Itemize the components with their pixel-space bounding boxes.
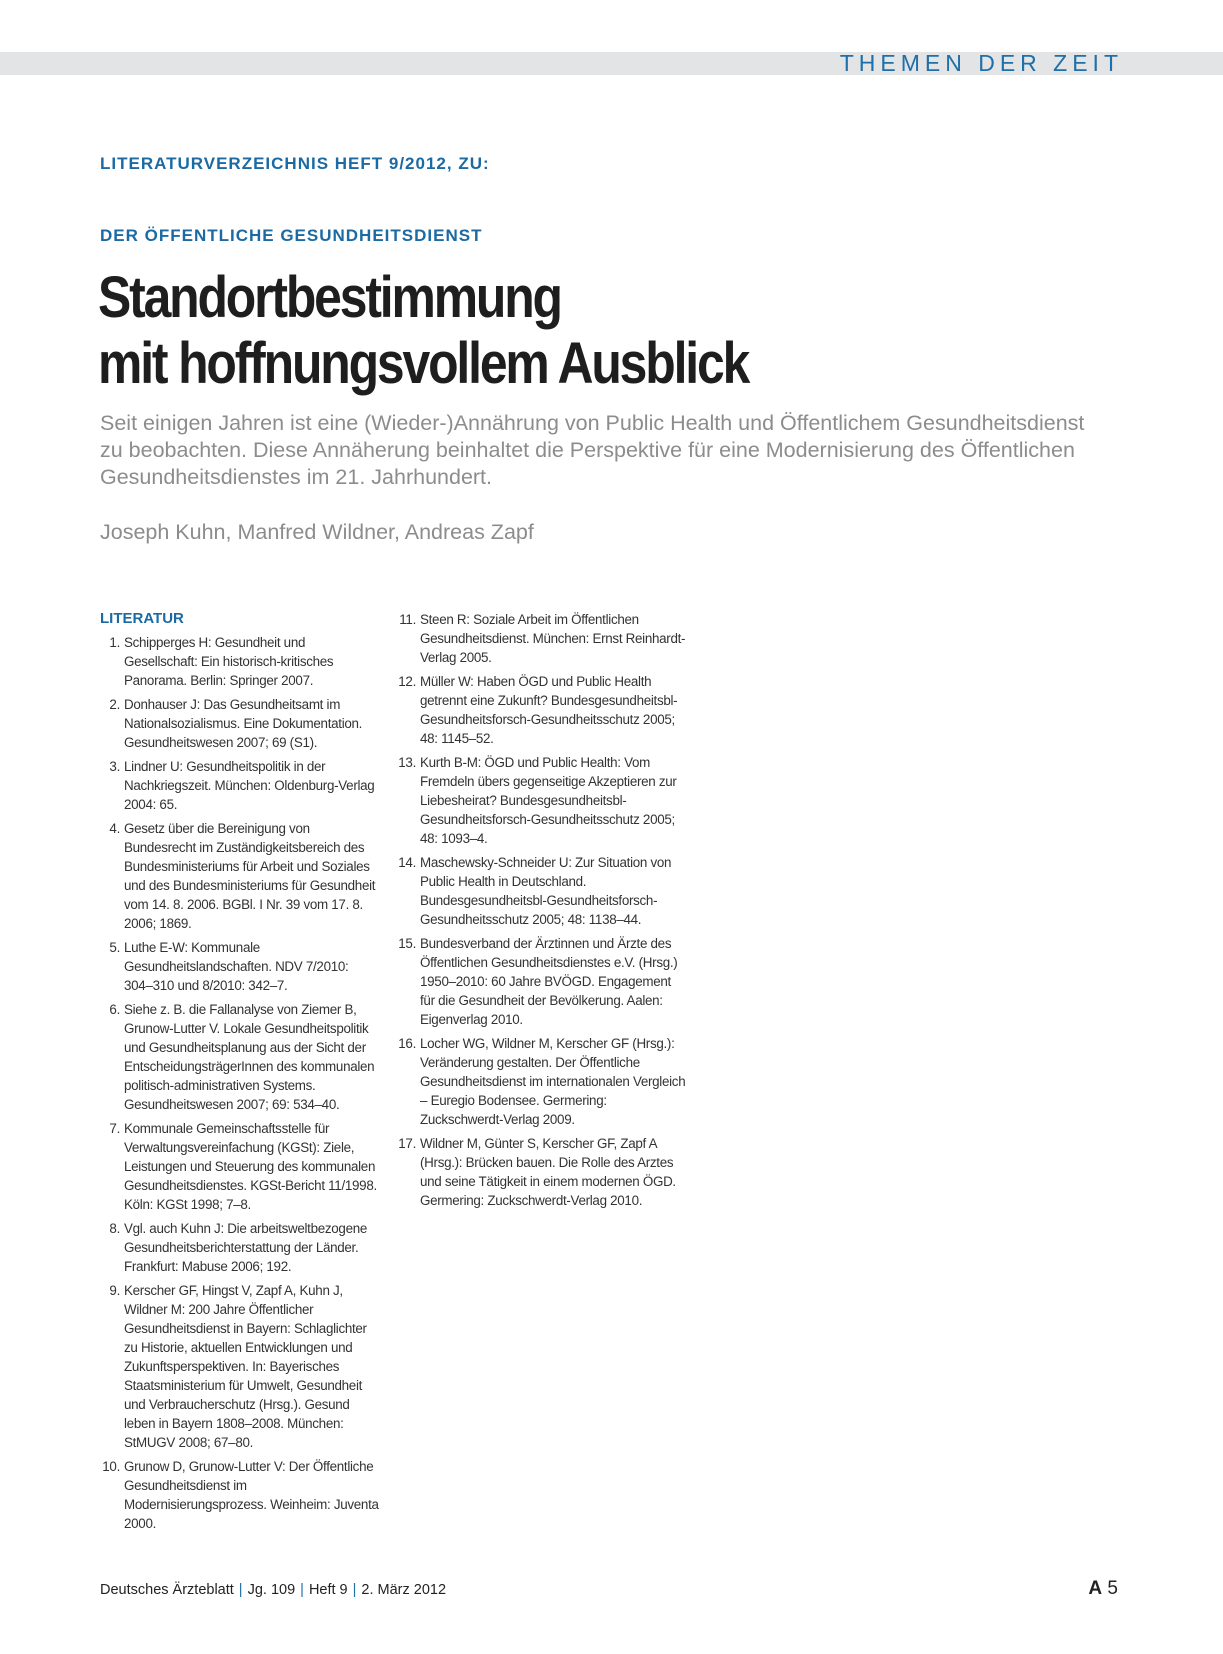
title-line-1: Standortbestimmung (98, 265, 561, 330)
reference-item (100, 938, 380, 995)
reference-item (100, 695, 380, 752)
footer (100, 1582, 446, 1598)
reference-number: 15. (398, 936, 416, 951)
reference-item (396, 934, 686, 1029)
reference-number: 7. (109, 1121, 120, 1136)
reference-number: 3. (109, 759, 120, 774)
reference-number: 11. (399, 612, 416, 627)
reference-text: Grunow D, Grunow-Lutter V: Der Öffentliche Gesundheitsdienst im Modernisierungsprozess. Weinheim: Juventa 2000. (124, 1459, 379, 1531)
reference-item (100, 1219, 380, 1276)
reference-number: 10. (102, 1459, 120, 1474)
reference-number: 4. (109, 821, 120, 836)
reference-text: Kerscher GF, Hingst V, Zapf A, Kuhn J, Wildner M: 200 Jahre Öffentlicher Gesundheitsdienst in Bayern: Schlaglichter zu Historie, aktuellen Entwicklungen und Zukunftsperspektiven. In: Bayerisches Staatsministerium für Umwelt, Gesundheit und Verbraucherschutz (Hrsg.). Gesund leben in Bayern 1808–2008. München: StMUGV 2008; 67–80. (124, 1283, 367, 1450)
references-column-2 (396, 610, 686, 1215)
page-prefix: A (1088, 1578, 1103, 1599)
reference-text: Kurth B-M: ÖGD und Public Health: Vom Fremdeln übers gegenseitige Akzeptieren zur Liebesheirat? Bundesgesundheitsbl-Gesundheitsforsch-Gesundheitsschutz 2005; 48: 1093–4. (420, 755, 677, 846)
reference-text: Donhauser J: Das Gesundheitsamt im Nationalsozialismus. Eine Dokumentation. Gesundheitswesen 2007; 69 (S1). (124, 697, 363, 750)
reference-item (396, 672, 686, 748)
reference-number: 1. (109, 635, 120, 650)
reference-item (100, 1281, 380, 1452)
page-value: 5 (1107, 1578, 1118, 1599)
reference-text: Bundesverband der Ärztinnen und Ärzte des Öffentlichen Gesundheitsdienstes e.V. (Hrsg.) 1950–2010: 60 Jahre BVÖGD. Engagement für die Gesundheit der Bevölkerung. Aalen: Eigenverlag 2010. (420, 936, 678, 1027)
reference-item (396, 853, 686, 929)
reference-number: 14. (398, 855, 416, 870)
reference-item (100, 633, 380, 690)
reference-text: Luthe E-W: Kommunale Gesundheitslandschaften. NDV 7/2010: 304–310 und 8/2010: 342–7. (124, 940, 349, 993)
references-heading: LITERATUR (100, 610, 184, 627)
reference-item (100, 1457, 380, 1533)
footer-separator: | (238, 1582, 243, 1598)
reference-number: 6. (109, 1002, 120, 1017)
footer-volume: Jg. 109 (247, 1582, 296, 1598)
reference-text: Vgl. auch Kuhn J: Die arbeitsweltbezogene Gesundheitsberichterstattung der Länder. Frankfurt: Mabuse 2006; 192. (124, 1221, 368, 1274)
reference-item (396, 1034, 686, 1129)
section-label: THEMEN DER ZEIT (839, 50, 1123, 76)
reference-item (396, 753, 686, 848)
reference-item (100, 757, 380, 814)
reference-text: Müller W: Haben ÖGD und Public Health getrennt eine Zukunft? Bundesgesundheitsbl-Gesundheitsforsch-Gesundheitsschutz 2005; 48: 1145–52. (420, 674, 678, 746)
reference-number: 16. (398, 1036, 416, 1051)
title-line-2: mit hoffnungsvollem Ausblick (98, 331, 749, 396)
lead-paragraph: Seit einigen Jahren ist eine (Wieder-)Annährung von Public Health und Öffentlichem Gesundheitsdienst zu beobachten. Diese Annäherung beinhaltet die Perspektive für eine Modernisierung des Öffentlichen Gesundheitsdienstes im 21. Jahrhundert. (100, 411, 1085, 489)
reference-item (396, 610, 686, 667)
footer-issue: Heft 9 (308, 1582, 348, 1598)
reference-text: Kommunale Gemeinschaftsstelle für Verwaltungsvereinfachung (KGSt): Ziele, Leistungen und Steuerung des kommunalen Gesundheitsdienstes. KGSt-Bericht 11/1998. Köln: KGSt 1998; 7–8. (124, 1121, 377, 1212)
reference-item (396, 1134, 686, 1210)
article-title (98, 265, 958, 397)
reference-text: Steen R: Soziale Arbeit im Öffentlichen Gesundheitsdienst. München: Ernst Reinhardt-Verlag 2005. (420, 612, 686, 665)
reference-item (100, 819, 380, 933)
kicker-topic: DER ÖFFENTLICHE GESUNDHEITSDIENST (100, 226, 483, 245)
reference-text: Schipperges H: Gesundheit und Gesellschaft: Ein historisch-kritisches Panorama. Berlin: Springer 2007. (124, 635, 334, 688)
reference-number: 5. (109, 940, 120, 955)
reference-number: 13. (398, 755, 416, 770)
reference-item (100, 1000, 380, 1114)
authors: Joseph Kuhn, Manfred Wildner, Andreas Zapf (100, 520, 534, 544)
footer-date: 2. März 2012 (361, 1582, 447, 1598)
reference-item (100, 1119, 380, 1214)
reference-text: Maschewsky-Schneider U: Zur Situation von Public Health in Deutschland. Bundesgesundheitsbl-Gesundheitsforsch-Gesundheitsschutz 2005; 48: 1138–44. (420, 855, 672, 927)
reference-number: 12. (398, 674, 416, 689)
page-number (1088, 1578, 1118, 1600)
reference-text: Gesetz über die Bereinigung von Bundesrecht im Zuständigkeitsbereich des Bundesministeriums für Arbeit und Soziales und des Bundesministeriums für Gesundheit vom 14. 8. 2006. BGBl. I Nr. 39 vom 17. 8. 2006; 1869. (124, 821, 376, 931)
reference-text: Locher WG, Wildner M, Kerscher GF (Hrsg.): Veränderung gestalten. Der Öffentliche Gesundheitsdienst im internationalen Vergleich – Euregio Bodensee. Germering: Zuckschwerdt-Verlag 2009. (420, 1036, 686, 1127)
reference-number: 9. (109, 1283, 120, 1298)
reference-text: Lindner U: Gesundheitspolitik in der Nachkriegszeit. München: Oldenburg-Verlag 2004: 65. (124, 759, 375, 812)
reference-number: 8. (109, 1221, 120, 1236)
footer-separator: | (300, 1582, 304, 1598)
reference-number: 17. (398, 1136, 416, 1151)
reference-number: 2. (109, 697, 120, 712)
reference-text: Wildner M, Günter S, Kerscher GF, Zapf A (Hrsg.): Brücken bauen. Die Rolle des Arztes und seine Tätigkeit in einem modernen ÖGD. Germering: Zuckschwerdt-Verlag 2010. (420, 1136, 676, 1208)
footer-journal: Deutsches Ärzteblatt (100, 1582, 234, 1598)
footer-separator: | (352, 1582, 357, 1598)
kicker-literature: LITERATURVERZEICHNIS HEFT 9/2012, ZU: (100, 154, 490, 173)
references-column-1 (100, 633, 380, 1538)
reference-text: Siehe z. B. die Fallanalyse von Ziemer B, Grunow-Lutter V. Lokale Gesundheitspolitik und Gesundheitsplanung aus der Sicht der EntscheidungsträgerInnen des kommunalen politisch-administrativen Systems. Gesundheitswesen 2007; 69: 534–40. (124, 1002, 375, 1112)
